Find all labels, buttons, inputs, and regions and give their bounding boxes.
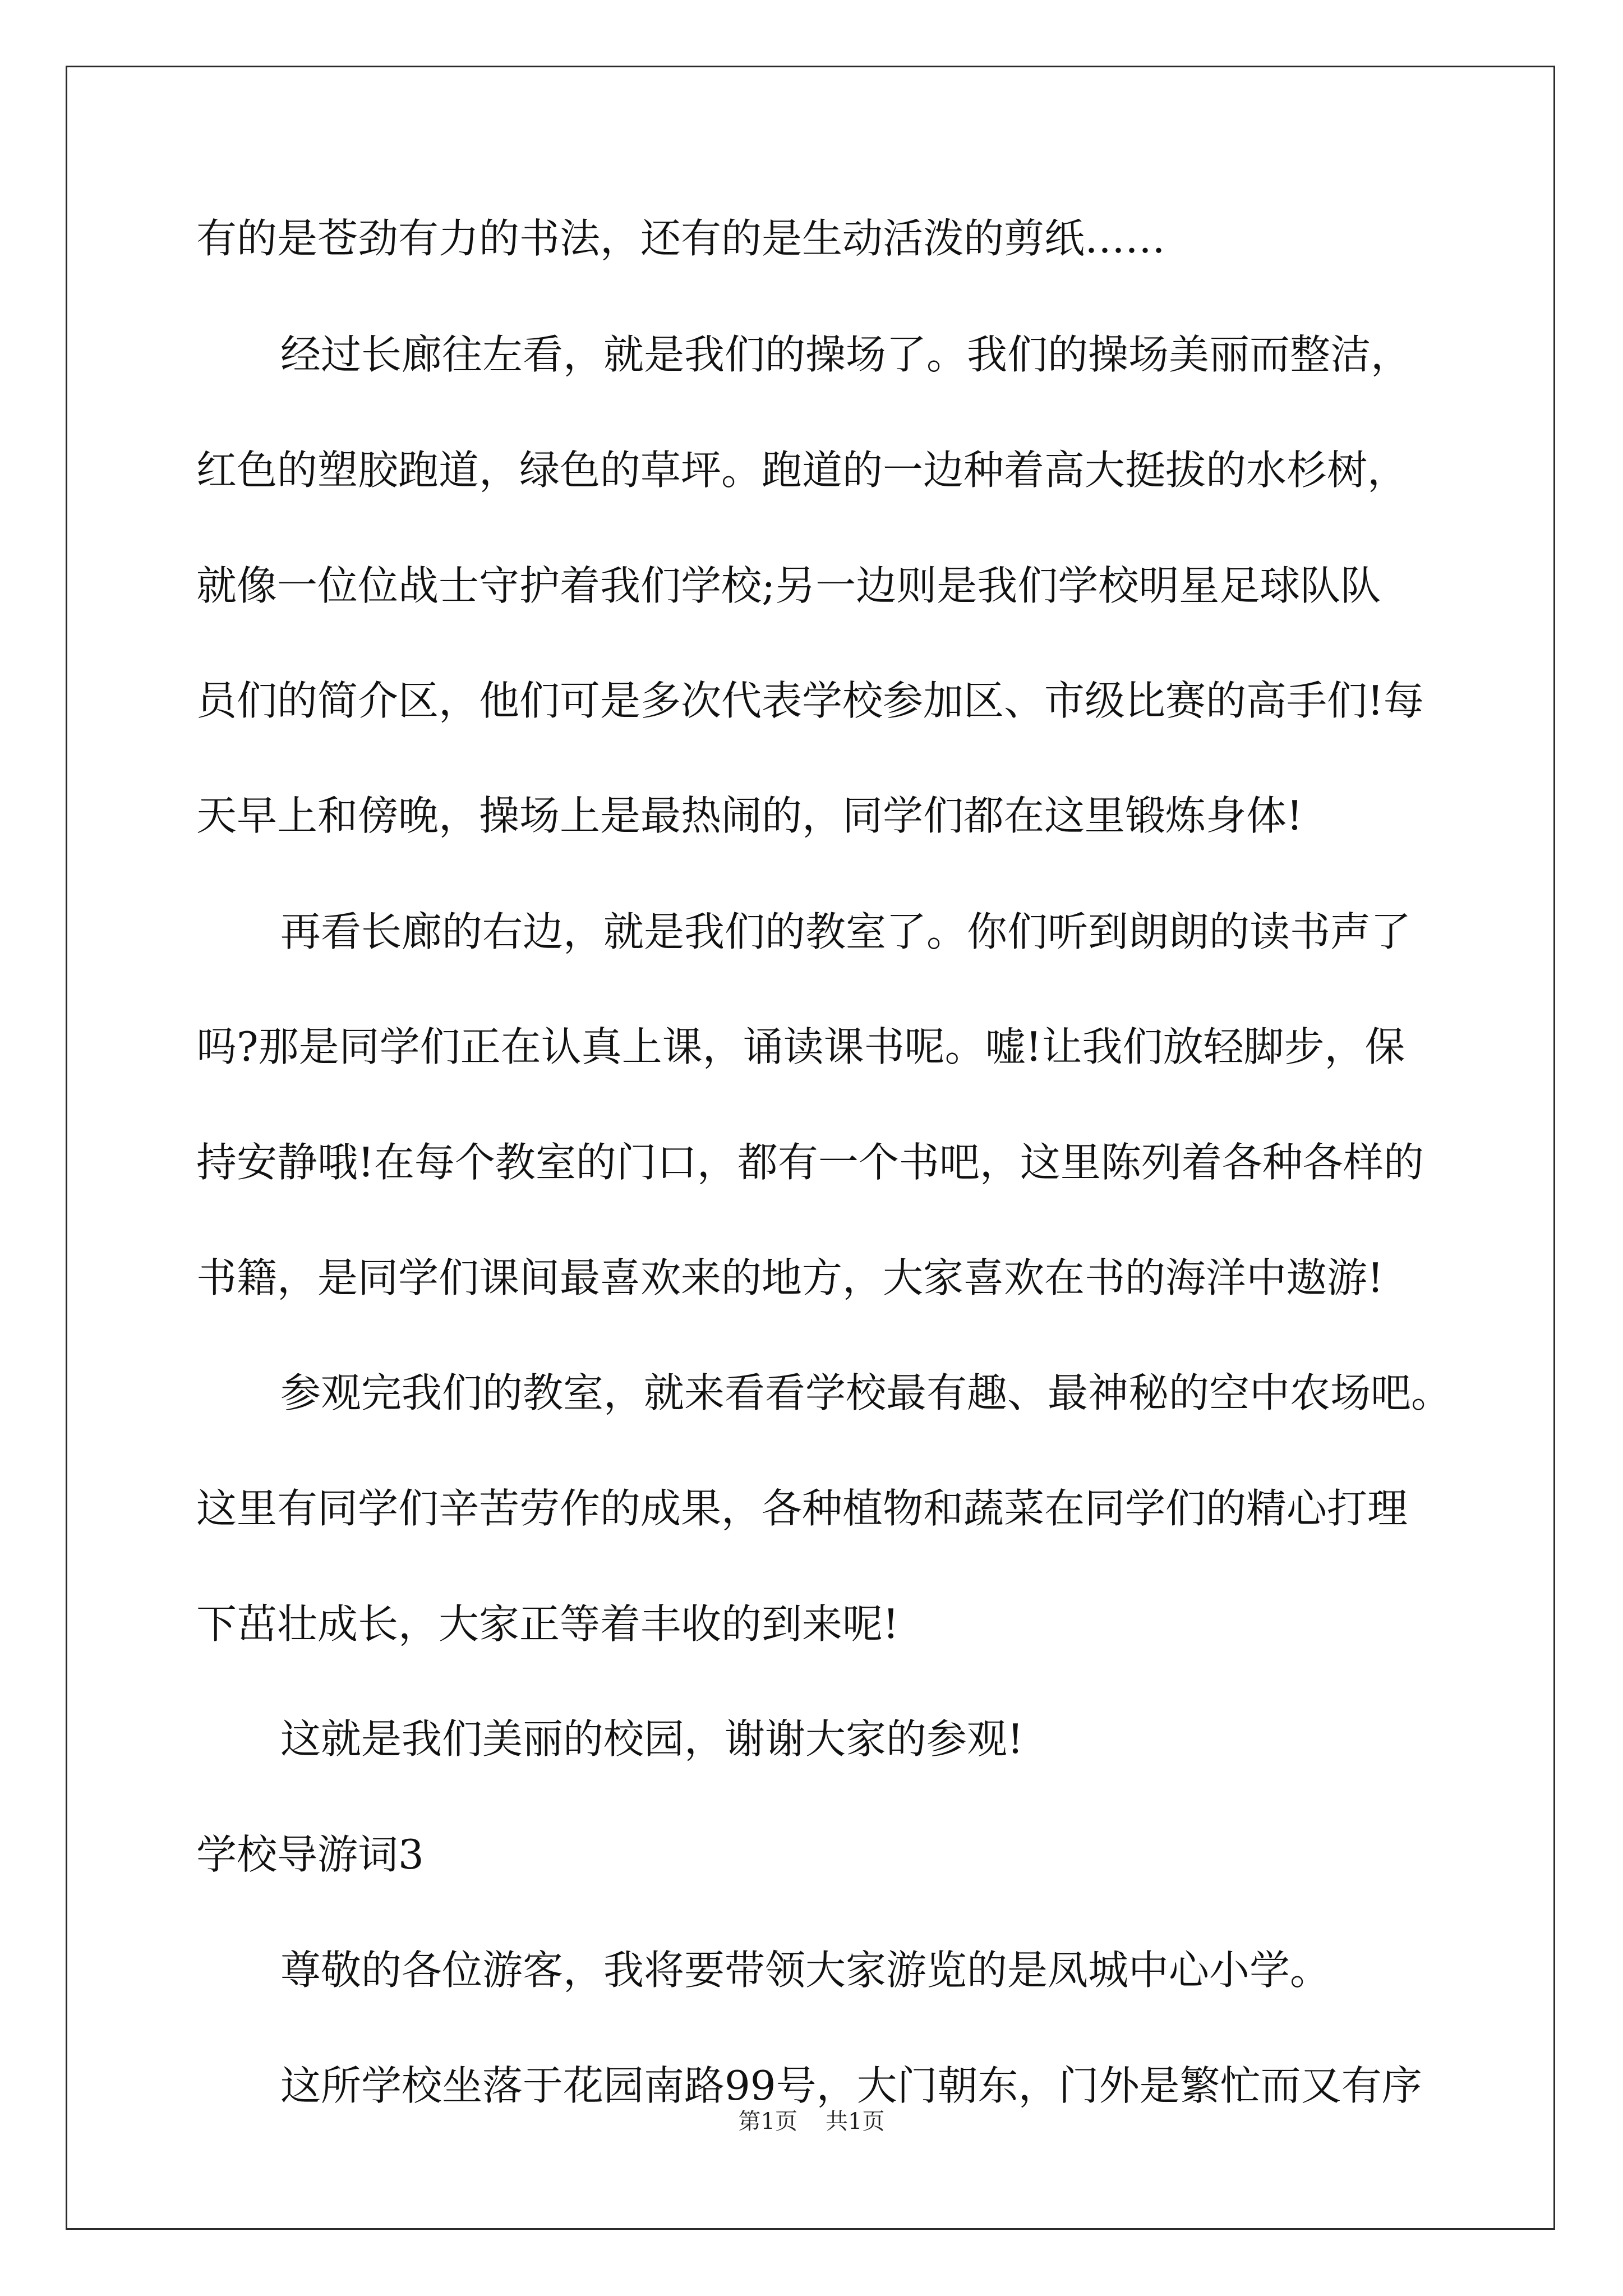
text-line: 尊敬的各位游客，我将要带领大家游览的是凤城中心小学。 (280, 1947, 1331, 1994)
text-line: 经过长廊往左看，就是我们的操场了。我们的操场美丽而整洁， (280, 331, 1412, 378)
text-line: 天早上和傍晚，操场上是最热闹的，同学们都在这里锻炼身体! (196, 792, 1303, 839)
text-line: 再看长廊的右边，就是我们的教室了。你们听到朗朗的读书声了 (280, 908, 1412, 955)
text-line: 就像一位位战士守护着我们学校;另一边则是我们学校明星足球队队 (196, 562, 1381, 609)
text-line: 红色的塑胶跑道，绿色的草坪。跑道的一边种着高大挺拔的水杉树， (196, 447, 1408, 494)
page-total: 共1页 (826, 2109, 885, 2134)
text-line: 这所学校坐落于花园南路99号，大门朝东，门外是繁忙而又有序 (280, 2062, 1422, 2109)
text-line: 下茁壮成长，大家正等着丰收的到来呢! (196, 1600, 899, 1648)
text-line: 这里有同学们辛苦劳作的成果，各种植物和蔬菜在同学们的精心打理 (196, 1485, 1408, 1532)
text-line: 有的是苍劲有力的书法，还有的是生动活泼的剪纸…… (196, 215, 1166, 262)
section-heading: 学校导游词3 (196, 1831, 424, 1878)
text-line: 员们的简介区，他们可是多次代表学校参加区、市级比赛的高手们!每 (196, 677, 1424, 724)
text-line: 吗?那是同学们正在认真上课，诵读课书呢。嘘!让我们放轻脚步，保 (196, 1023, 1405, 1070)
text-line: 持安静哦!在每个教室的门口，都有一个书吧，这里陈列着各种各样的 (196, 1139, 1424, 1186)
text-line: 书籍，是同学们课间最喜欢来的地方，大家喜欢在书的海洋中遨游! (196, 1254, 1384, 1301)
page-footer (0, 2110, 1623, 2133)
text-line: 这就是我们美丽的校园，谢谢大家的参观! (280, 1715, 1023, 1763)
text-line: 参观完我们的教室，就来看看学校最有趣、最神秘的空中农场吧。 (280, 1369, 1452, 1416)
page-number: 第1页 (738, 2109, 797, 2134)
